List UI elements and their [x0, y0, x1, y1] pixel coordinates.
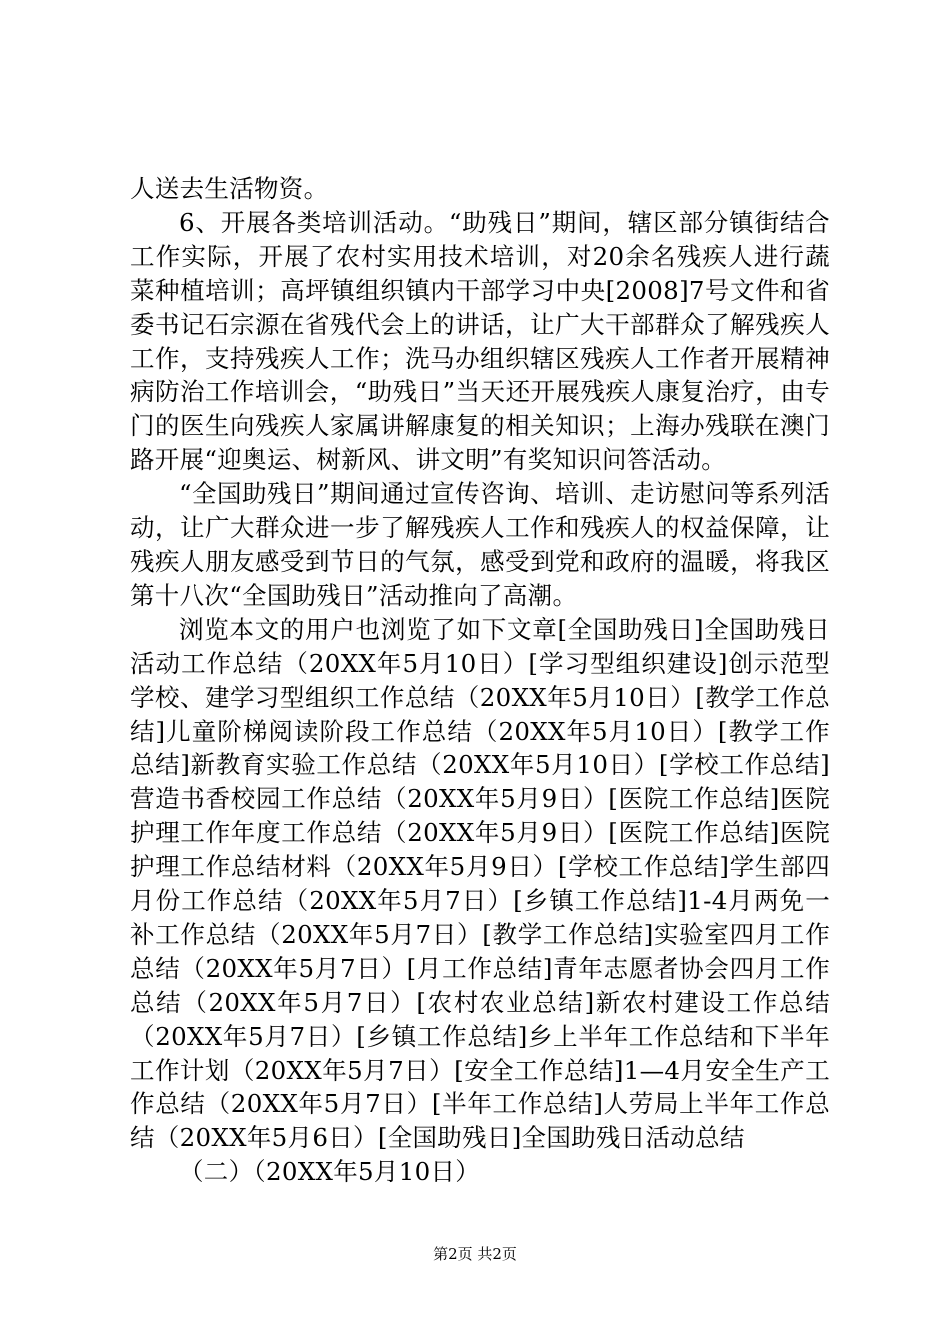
paragraph-part-two-heading: （二）（20XX年5月10日）: [179, 1157, 481, 1187]
document-body: [130, 172, 830, 1189]
paragraph-related-articles: 浏览本文的用户也浏览了如下文章[全国助残日]全国助残日活动工作总结（20XX年5月10日）[学习型组织建设]创示范型学校、建学习型组织工作总结（20XX年5月10日）[教学工作总结]儿童阶梯阅读阶段工作总结（20XX年5月10日）[教学工作总结]新教育实验工作总结（20XX年5月10日）[学校工作总结]营造书香校园工作总结（20XX年5月9日）[医院工作总结]医院护理工作年度工作总结（20XX年5月9日）[医院工作总结]医院护理工作总结材料（20XX年5月9日）[学校工作总结]学生部四月份工作总结（20XX年5月7日）[乡镇工作总结]1-4月两免一补工作总结（20XX年5月7日）[教学工作总结]实验室四月工作总结（20XX年5月7日）[月工作总结]青年志愿者协会四月工作总结（20XX年5月7日）[农村农业总结]新农村建设工作总结（20XX年5月7日）[乡镇工作总结]乡上半年工作总结和下半年工作计划（20XX年5月7日）[安全工作总结]1—4月安全生产工作总结（20XX年5月7日）[半年工作总结]人劳局上半年工作总结（20XX年5月6日）[全国助残日]全国助残日活动总结: [130, 614, 830, 1153]
paragraph-training-activities: 6、开展各类培训活动。“助残日”期间，辖区部分镇街结合工作实际，开展了农村实用技术培训，对20余名残疾人进行蔬菜种植培训；高坪镇组织镇内干部学习中央[2008]7号文件和省委书记石宗源在省残代会上的讲话，让广大干部群众了解残疾人工作，支持残疾人工作；洗马办组织辖区残疾人工作者开展精神病防治工作培训会，“助残日”当天还开展残疾人康复治疗，由专门的医生向残疾人家属讲解康复的相关知识；上海办残联在澳门路开展“迎奥运、树新风、讲文明”有奖知识问答活动。: [130, 207, 830, 475]
paragraph-summary: “全国助残日”期间通过宣传咨询、培训、走访慰问等系列活动，让广大群众进一步了解残疾人工作和残疾人的权益保障，让残疾人朋友感受到节日的气氛，感受到党和政府的温暖，将我区第十八次“全国助残日”活动推向了高潮。: [130, 479, 830, 610]
page-number-footer: 第2页 共2页: [433, 1245, 517, 1263]
paragraph-continuation: 人送去生活物资。: [130, 174, 329, 203]
